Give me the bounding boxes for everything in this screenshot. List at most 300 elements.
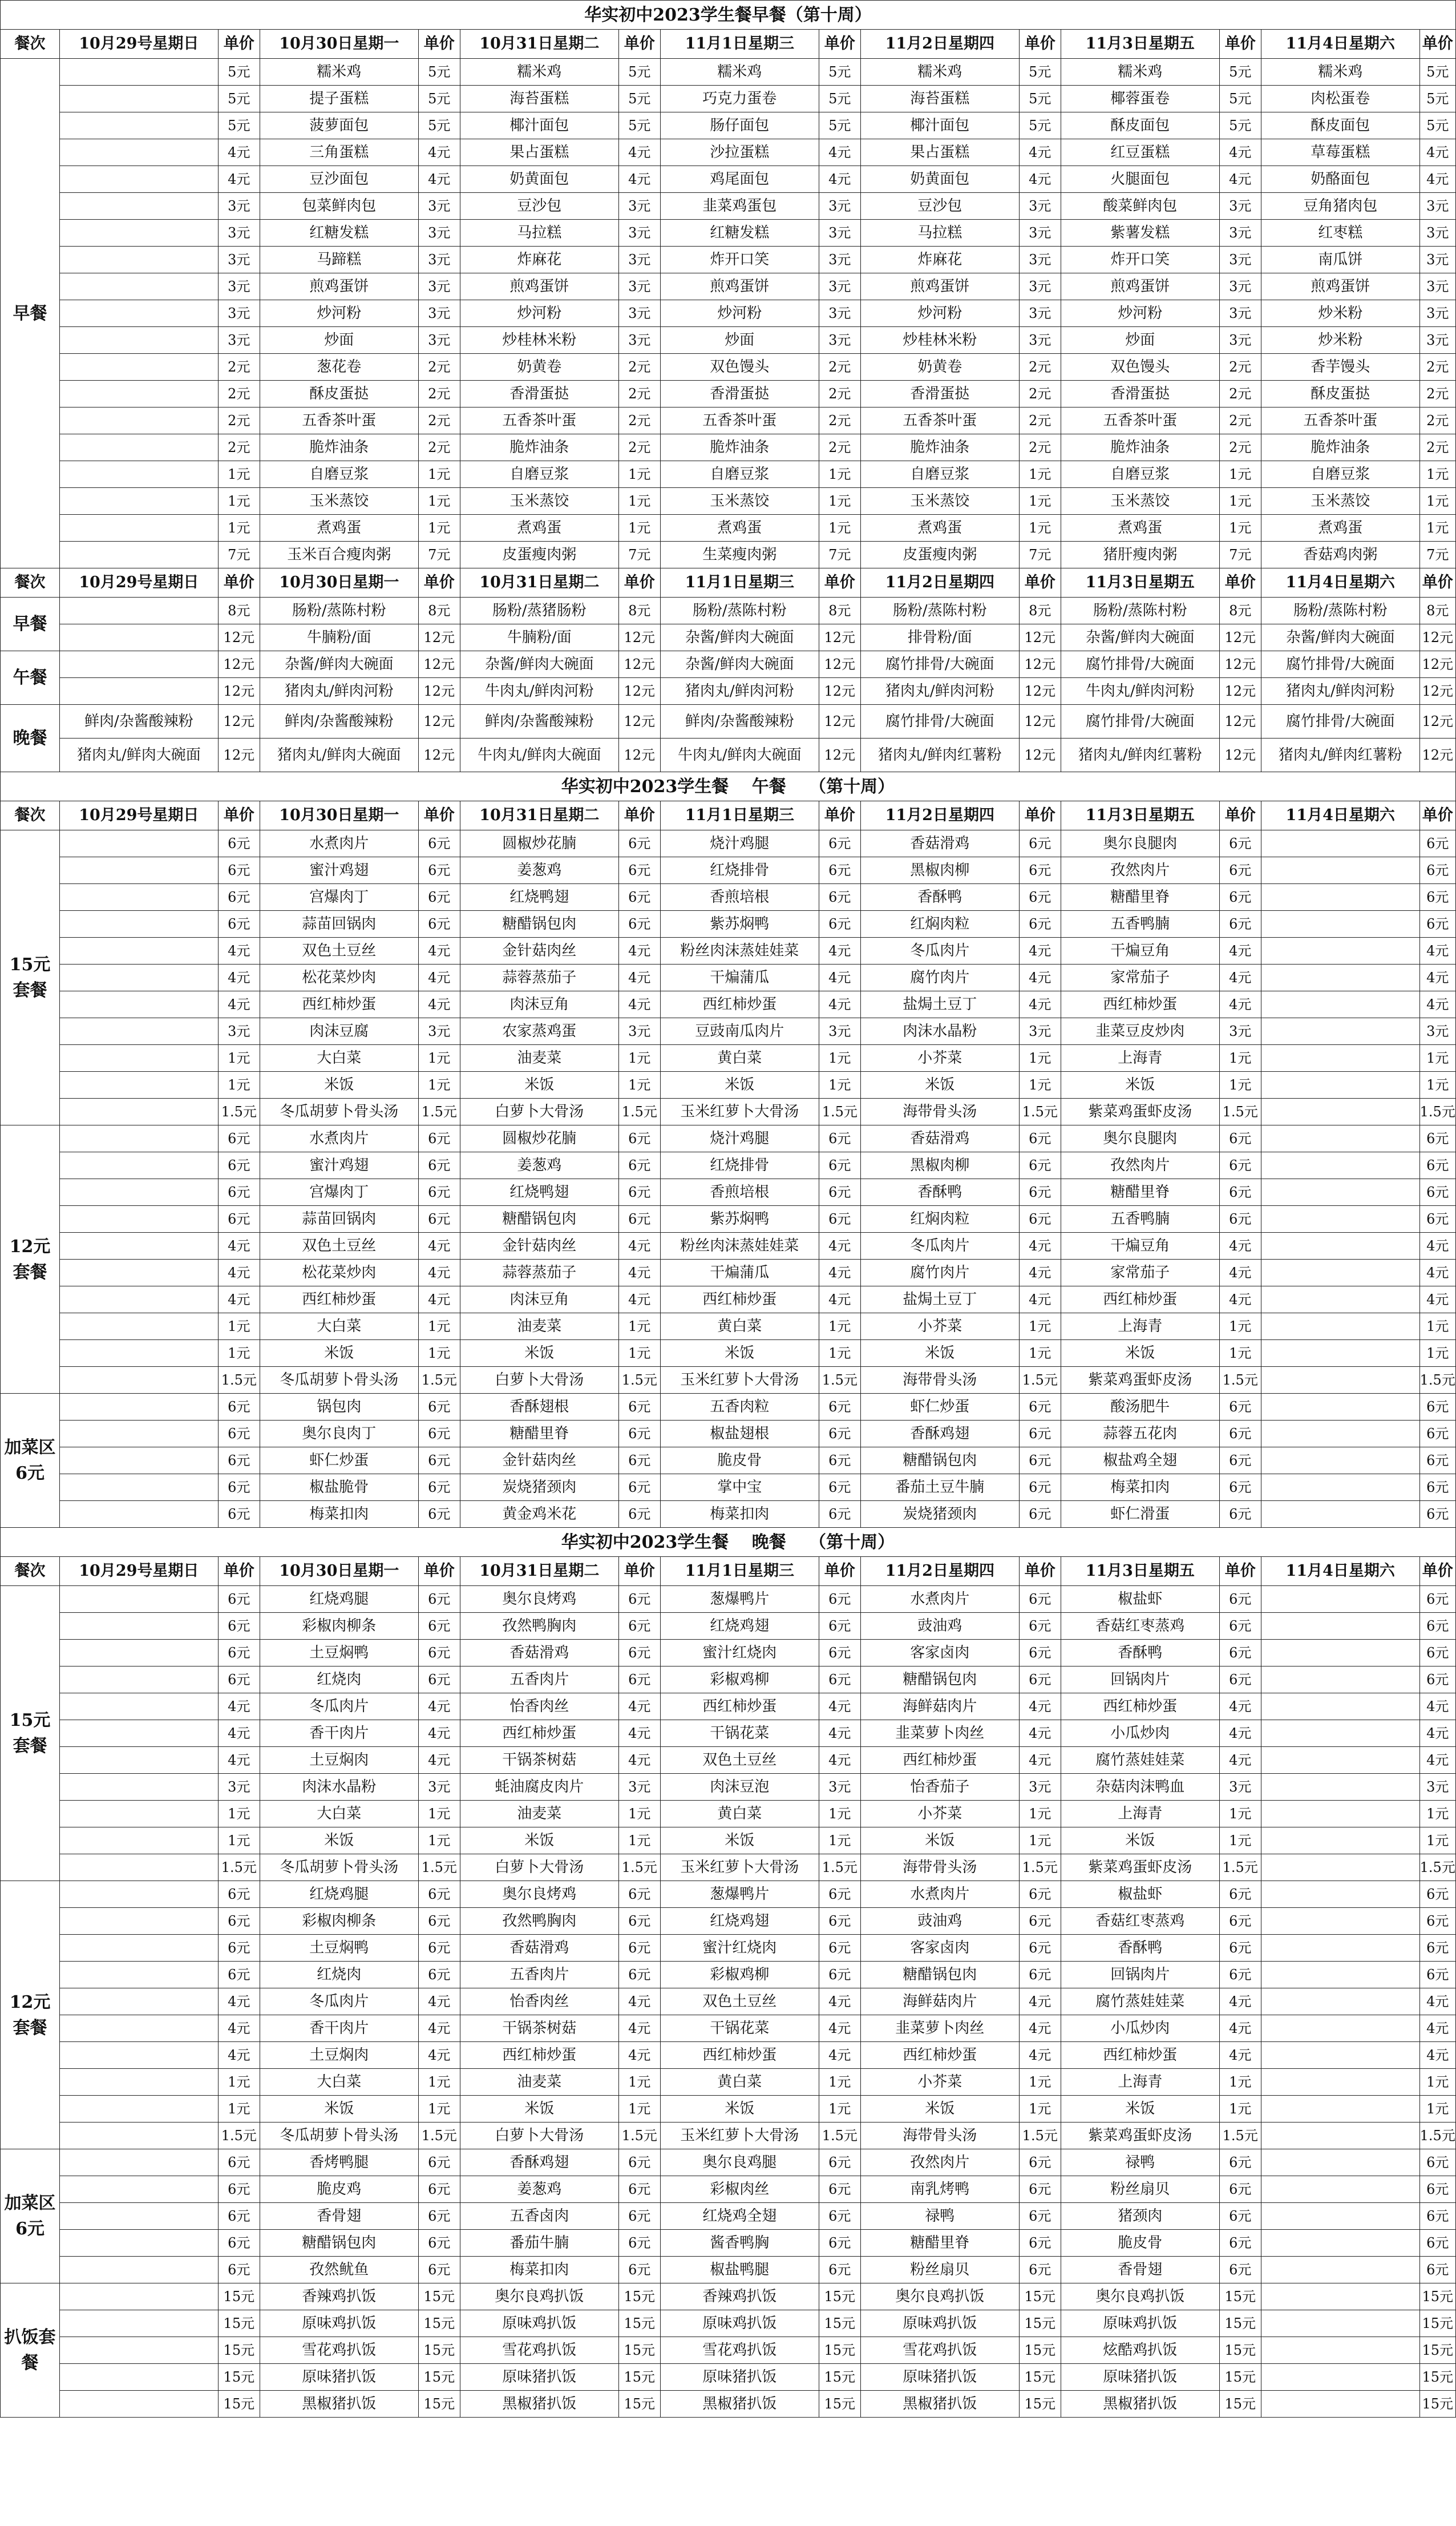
dish-cell: 米饭 (460, 1072, 619, 1099)
price-cell: 5元 (1219, 86, 1261, 112)
dish-cell: 五香肉粒 (661, 1394, 819, 1421)
dish-cell (1261, 2203, 1419, 2230)
dish-cell: 酸汤肥牛 (1061, 1394, 1219, 1421)
dish-cell (60, 381, 219, 407)
dish-cell: 上海青 (1061, 2069, 1219, 2096)
column-header: 10月29号星期日 (60, 1557, 219, 1586)
menu-row (1, 1072, 1456, 1099)
price-cell: 3元 (1419, 193, 1456, 220)
dish-cell: 土豆焖鸭 (260, 1640, 419, 1666)
price-cell: 15元 (418, 2310, 460, 2337)
dish-cell: 糖醋锅包肉 (260, 2230, 419, 2257)
dish-cell: 红烧鸡全翅 (661, 2203, 819, 2230)
dish-cell: 酥皮蛋挞 (260, 381, 419, 407)
price-cell: 1元 (218, 2096, 260, 2123)
dish-cell: 提子蛋糕 (260, 86, 419, 112)
dish-cell (60, 1693, 219, 1720)
dish-cell: 农家蒸鸡蛋 (460, 1018, 619, 1045)
dish-cell: 干锅茶树菇 (460, 2015, 619, 2042)
dish-cell: 火腿面包 (1061, 166, 1219, 193)
column-header: 11月3日星期五 (1061, 30, 1219, 59)
price-cell: 5元 (218, 86, 260, 112)
dish-cell: 彩椒鸡柳 (661, 1666, 819, 1693)
dish-cell (60, 1206, 219, 1233)
price-cell: 6元 (1419, 1447, 1456, 1474)
dish-cell (1261, 1962, 1419, 1988)
dish-cell: 小芥菜 (861, 1313, 1020, 1340)
price-cell: 6元 (819, 1474, 860, 1501)
dish-cell: 猪肉丸/鲜肉红薯粉 (1261, 739, 1419, 772)
dish-cell (1261, 2257, 1419, 2283)
dish-cell: 冬瓜胡萝卜骨头汤 (260, 1854, 419, 1881)
price-cell: 1元 (1019, 1827, 1061, 1854)
price-cell: 5元 (1019, 86, 1061, 112)
menu-row (1, 1233, 1456, 1260)
price-cell: 6元 (618, 2149, 660, 2176)
dish-cell: 紫菜鸡蛋虾皮汤 (1061, 1854, 1219, 1881)
dish-cell: 米饭 (260, 1340, 419, 1367)
dish-cell (60, 1747, 219, 1774)
dish-cell (1261, 2096, 1419, 2123)
dish-cell (60, 1152, 219, 1179)
dish-cell: 原味鸡扒饭 (1061, 2310, 1219, 2337)
menu-row (1, 1640, 1456, 1666)
menu-row (1, 1586, 1456, 1613)
dish-cell: 海鲜菇肉片 (861, 1693, 1020, 1720)
price-cell: 6元 (819, 2203, 860, 2230)
menu-row (1, 2364, 1456, 2391)
dish-cell: 炒米粉 (1261, 300, 1419, 327)
price-cell: 1元 (1019, 1313, 1061, 1340)
price-cell: 15元 (1019, 2283, 1061, 2310)
price-cell: 6元 (1219, 1394, 1261, 1421)
dish-cell: 蜜汁红烧肉 (661, 1935, 819, 1962)
price-cell: 3元 (618, 1774, 660, 1801)
menu-row (1, 193, 1456, 220)
dish-cell: 红烧鸭翅 (460, 884, 619, 911)
menu-row (1, 1125, 1456, 1152)
dish-cell: 黑椒猪扒饭 (460, 2391, 619, 2418)
dish-cell (60, 1179, 219, 1206)
price-cell: 1.5元 (819, 1099, 860, 1125)
price-cell: 6元 (819, 1421, 860, 1447)
price-cell: 6元 (819, 1666, 860, 1693)
price-cell: 6元 (819, 2257, 860, 2283)
dish-cell (60, 598, 219, 624)
dish-cell: 糯米鸡 (861, 59, 1020, 86)
price-cell: 15元 (1419, 2310, 1456, 2337)
dish-cell: 玉米蒸饺 (661, 488, 819, 515)
dish-cell: 粉丝肉沫蒸娃娃菜 (661, 938, 819, 965)
dish-cell: 圆椒炒花腩 (460, 1125, 619, 1152)
price-cell: 6元 (1219, 1206, 1261, 1233)
price-cell: 4元 (418, 1260, 460, 1286)
price-cell: 3元 (819, 1774, 860, 1801)
dish-cell: 盐焗土豆丁 (861, 991, 1020, 1018)
price-cell: 4元 (218, 1233, 260, 1260)
price-cell: 4元 (1019, 991, 1061, 1018)
dish-cell: 海带骨头汤 (861, 1854, 1020, 1881)
price-cell: 6元 (1019, 1666, 1061, 1693)
column-header: 单价 (1219, 30, 1261, 59)
dish-cell (60, 407, 219, 434)
price-cell: 3元 (819, 220, 860, 247)
dish-cell: 雪花鸡扒饭 (460, 2337, 619, 2364)
price-cell: 6元 (218, 1474, 260, 1501)
dish-cell: 肉松蛋卷 (1261, 86, 1419, 112)
dish-cell: 蚝油腐皮肉片 (460, 1774, 619, 1801)
header-row (1, 801, 1456, 830)
dish-cell: 西红柿炒蛋 (661, 991, 819, 1018)
dish-cell: 彩椒肉丝 (661, 2176, 819, 2203)
price-cell: 12元 (1019, 624, 1061, 651)
column-header: 单价 (1019, 30, 1061, 59)
price-cell: 15元 (218, 2337, 260, 2364)
price-cell: 15元 (618, 2310, 660, 2337)
column-header: 10月30日星期一 (260, 30, 419, 59)
section-title: 华实初中2023学生餐早餐（第十周） (1, 1, 1456, 30)
dish-cell: 豉油鸡 (861, 1613, 1020, 1640)
dish-cell: 油麦菜 (460, 1045, 619, 1072)
price-cell: 6元 (1019, 1962, 1061, 1988)
dish-cell: 酥皮面包 (1261, 112, 1419, 139)
price-cell: 1元 (1019, 1801, 1061, 1827)
dish-cell: 西红柿炒蛋 (460, 1720, 619, 1747)
dish-cell: 自磨豆浆 (861, 461, 1020, 488)
price-cell: 4元 (1219, 139, 1261, 166)
dish-cell: 炒河粉 (861, 300, 1020, 327)
price-cell: 1.5元 (218, 1099, 260, 1125)
menu-row (1, 705, 1456, 739)
meal-label: 加菜区6元 (1, 2149, 60, 2283)
price-cell: 6元 (418, 884, 460, 911)
price-cell: 4元 (618, 1988, 660, 2015)
dish-cell (1261, 1854, 1419, 1881)
dish-cell: 雪花鸡扒饭 (661, 2337, 819, 2364)
price-cell: 4元 (618, 2042, 660, 2069)
price-cell: 4元 (1019, 139, 1061, 166)
dish-cell: 牛肉丸/鲜肉大碗面 (460, 739, 619, 772)
price-cell: 3元 (1219, 220, 1261, 247)
price-cell: 6元 (1219, 884, 1261, 911)
dish-cell: 煎鸡蛋饼 (1061, 273, 1219, 300)
dish-cell: 米饭 (460, 2096, 619, 2123)
dish-cell: 煎鸡蛋饼 (460, 273, 619, 300)
dish-cell: 葱爆鸭片 (661, 1586, 819, 1613)
menu-row (1, 1045, 1456, 1072)
price-cell: 15元 (1419, 2364, 1456, 2391)
dish-cell: 红豆蛋糕 (1061, 139, 1219, 166)
price-cell: 1元 (1219, 2096, 1261, 2123)
dish-cell (1261, 1045, 1419, 1072)
price-cell: 6元 (218, 2149, 260, 2176)
menu-row (1, 434, 1456, 461)
dish-cell: 黄白菜 (661, 1045, 819, 1072)
menu-row (1, 1693, 1456, 1720)
column-header: 单价 (418, 1557, 460, 1586)
dish-cell: 猪肉丸/鲜肉河粉 (861, 678, 1020, 705)
price-cell: 6元 (418, 1152, 460, 1179)
price-cell: 6元 (1019, 830, 1061, 857)
price-cell: 6元 (218, 1962, 260, 1988)
dish-cell (60, 1286, 219, 1313)
dish-cell (1261, 965, 1419, 991)
price-cell: 4元 (418, 166, 460, 193)
price-cell: 12元 (1219, 678, 1261, 705)
price-cell: 4元 (819, 965, 860, 991)
price-cell: 6元 (1219, 1613, 1261, 1640)
price-cell: 12元 (819, 678, 860, 705)
dish-cell: 黑椒猪扒饭 (260, 2391, 419, 2418)
price-cell: 15元 (819, 2391, 860, 2418)
price-cell: 3元 (1019, 220, 1061, 247)
dish-cell (60, 2176, 219, 2203)
dish-cell: 香菇滑鸡 (861, 830, 1020, 857)
price-cell: 6元 (1219, 1501, 1261, 1528)
dish-cell (60, 938, 219, 965)
dish-cell: 蒜蓉蒸茄子 (460, 1260, 619, 1286)
dish-cell: 金针菇肉丝 (460, 1233, 619, 1260)
dish-cell (1261, 1474, 1419, 1501)
price-cell: 12元 (218, 705, 260, 739)
column-header: 单价 (418, 30, 460, 59)
price-cell: 15元 (1019, 2310, 1061, 2337)
menu-row (1, 1881, 1456, 1908)
dish-cell: 上海青 (1061, 1045, 1219, 1072)
dish-cell: 松花菜炒肉 (260, 1260, 419, 1286)
price-cell: 6元 (418, 1613, 460, 1640)
dish-cell: 红烧鸡翅 (661, 1908, 819, 1935)
price-cell: 1元 (618, 515, 660, 542)
price-cell: 3元 (618, 1018, 660, 1045)
price-cell: 6元 (418, 1908, 460, 1935)
dish-cell: 巧克力蛋卷 (661, 86, 819, 112)
price-cell: 2元 (1219, 354, 1261, 381)
price-cell: 3元 (218, 1774, 260, 1801)
dish-cell: 玉米百合瘦肉粥 (260, 542, 419, 568)
dish-cell: 香酥鸡翅 (460, 2149, 619, 2176)
price-cell: 3元 (418, 1774, 460, 1801)
price-cell: 12元 (618, 624, 660, 651)
price-cell: 6元 (1019, 2257, 1061, 2283)
price-cell: 1元 (1419, 1827, 1456, 1854)
price-cell: 12元 (418, 651, 460, 678)
dish-cell (60, 2257, 219, 2283)
dish-cell: 南乳烤鸭 (861, 2176, 1020, 2203)
price-cell: 1.5元 (1019, 1854, 1061, 1881)
price-cell: 3元 (1419, 1018, 1456, 1045)
menu-row (1, 598, 1456, 624)
price-cell: 1.5元 (418, 1099, 460, 1125)
price-cell: 6元 (218, 2230, 260, 2257)
dish-cell: 肉沫水晶粉 (260, 1774, 419, 1801)
price-cell: 4元 (1219, 1233, 1261, 1260)
price-cell: 6元 (1019, 1881, 1061, 1908)
column-header: 单价 (218, 801, 260, 830)
price-cell: 4元 (1219, 965, 1261, 991)
price-cell: 6元 (819, 1640, 860, 1666)
price-cell: 1.5元 (1219, 1367, 1261, 1394)
price-cell: 12元 (218, 739, 260, 772)
price-cell: 4元 (1419, 2015, 1456, 2042)
price-cell: 15元 (218, 2310, 260, 2337)
price-cell: 3元 (218, 247, 260, 273)
dish-cell: 肠粉/蒸陈村粉 (861, 598, 1020, 624)
dish-cell: 糖醋里脊 (460, 1421, 619, 1447)
price-cell: 3元 (418, 247, 460, 273)
dish-cell (1261, 1367, 1419, 1394)
price-cell: 6元 (618, 1962, 660, 1988)
dish-cell (1261, 1152, 1419, 1179)
dish-cell: 双色土豆丝 (661, 1747, 819, 1774)
section-title-row (1, 772, 1456, 801)
menu-row (1, 2203, 1456, 2230)
dish-cell: 奥尔良鸡扒饭 (460, 2283, 619, 2310)
dish-cell: 玉米红萝卜大骨汤 (661, 1099, 819, 1125)
dish-cell: 肠粉/蒸陈村粉 (260, 598, 419, 624)
dish-cell: 炒河粉 (260, 300, 419, 327)
column-header: 单价 (218, 568, 260, 598)
price-cell: 1.5元 (1219, 1099, 1261, 1125)
dish-cell: 五香肉片 (460, 1962, 619, 1988)
price-cell: 3元 (418, 273, 460, 300)
menu-row (1, 1018, 1456, 1045)
price-cell: 6元 (418, 1666, 460, 1693)
dish-cell: 牛肉丸/鲜肉河粉 (1061, 678, 1219, 705)
price-cell: 2元 (1219, 434, 1261, 461)
dish-cell: 煮鸡蛋 (1261, 515, 1419, 542)
price-cell: 4元 (819, 1233, 860, 1260)
price-cell: 12元 (1019, 705, 1061, 739)
dish-cell: 香滑蛋挞 (661, 381, 819, 407)
price-cell: 15元 (218, 2364, 260, 2391)
menu-row (1, 300, 1456, 327)
price-cell: 4元 (1019, 2042, 1061, 2069)
price-cell: 1元 (1419, 1313, 1456, 1340)
price-cell: 3元 (418, 1018, 460, 1045)
price-cell: 4元 (418, 2042, 460, 2069)
dish-cell: 香骨翅 (260, 2203, 419, 2230)
column-header: 餐次 (1, 30, 60, 59)
price-cell: 6元 (218, 1586, 260, 1613)
price-cell: 5元 (618, 112, 660, 139)
price-cell: 6元 (1419, 1640, 1456, 1666)
dish-cell (60, 327, 219, 354)
dish-cell: 自磨豆浆 (1061, 461, 1219, 488)
price-cell: 6元 (618, 2257, 660, 2283)
dish-cell: 香滑蛋挞 (460, 381, 619, 407)
dish-cell: 脆皮鸡 (260, 2176, 419, 2203)
dish-cell: 番茄土豆牛腩 (861, 1474, 1020, 1501)
dish-cell: 海带骨头汤 (861, 1367, 1020, 1394)
price-cell: 4元 (218, 1286, 260, 1313)
dish-cell: 煮鸡蛋 (861, 515, 1020, 542)
price-cell: 15元 (1219, 2391, 1261, 2418)
dish-cell: 腐竹蒸娃娃菜 (1061, 1747, 1219, 1774)
menu-row (1, 515, 1456, 542)
dish-cell (60, 2149, 219, 2176)
dish-cell: 杂酱/鲜肉大碗面 (661, 624, 819, 651)
price-cell: 1元 (1419, 1045, 1456, 1072)
price-cell: 1元 (418, 1045, 460, 1072)
dish-cell (1261, 1693, 1419, 1720)
price-cell: 4元 (418, 1747, 460, 1774)
price-cell: 7元 (1419, 542, 1456, 568)
dish-cell: 香辣鸡扒饭 (661, 2283, 819, 2310)
price-cell: 4元 (418, 1988, 460, 2015)
dish-cell: 蒜苗回锅肉 (260, 1206, 419, 1233)
price-cell: 1元 (1219, 461, 1261, 488)
price-cell: 12元 (418, 739, 460, 772)
dish-cell: 香菇滑鸡 (460, 1640, 619, 1666)
price-cell: 12元 (618, 705, 660, 739)
price-cell: 4元 (819, 991, 860, 1018)
price-cell: 6元 (819, 2149, 860, 2176)
price-cell: 4元 (618, 965, 660, 991)
dish-cell: 米饭 (661, 1072, 819, 1099)
dish-cell: 梅菜扣肉 (260, 1501, 419, 1528)
dish-cell: 香酥鸭 (861, 1179, 1020, 1206)
price-cell: 6元 (1419, 1206, 1456, 1233)
dish-cell: 彩椒鸡柳 (661, 1962, 819, 1988)
dish-cell (60, 2203, 219, 2230)
price-cell: 12元 (218, 624, 260, 651)
price-cell: 6元 (218, 1640, 260, 1666)
price-cell: 12元 (1019, 739, 1061, 772)
price-cell: 6元 (1219, 1421, 1261, 1447)
dish-cell: 蜜汁红烧肉 (661, 1640, 819, 1666)
dish-cell: 水煮肉片 (861, 1586, 1020, 1613)
price-cell: 15元 (218, 2391, 260, 2418)
dish-cell: 米饭 (661, 1827, 819, 1854)
price-cell: 6元 (1419, 2230, 1456, 2257)
dish-cell (1261, 857, 1419, 884)
dish-cell: 鲜肉/杂酱酸辣粉 (60, 705, 219, 739)
price-cell: 1.5元 (1019, 1367, 1061, 1394)
dish-cell: 海带骨头汤 (861, 2123, 1020, 2149)
dish-cell: 冬瓜肉片 (260, 1693, 419, 1720)
dish-cell: 香酥鸭 (1061, 1640, 1219, 1666)
price-cell: 8元 (1019, 598, 1061, 624)
price-cell: 4元 (218, 1720, 260, 1747)
price-cell: 6元 (1419, 1152, 1456, 1179)
price-cell: 4元 (1019, 1260, 1061, 1286)
dish-cell: 肉沫豆角 (460, 991, 619, 1018)
price-cell: 6元 (1419, 1908, 1456, 1935)
dish-cell: 马拉糕 (460, 220, 619, 247)
price-cell: 6元 (418, 2257, 460, 2283)
dish-cell: 红烧排骨 (661, 1152, 819, 1179)
column-header: 单价 (1419, 568, 1456, 598)
price-cell: 4元 (819, 1988, 860, 2015)
dish-cell: 猪颈肉 (1061, 2203, 1219, 2230)
dish-cell: 红焖肉粒 (861, 1206, 1020, 1233)
price-cell: 2元 (218, 434, 260, 461)
dish-cell: 家常茄子 (1061, 1260, 1219, 1286)
price-cell: 4元 (618, 1233, 660, 1260)
price-cell: 6元 (819, 857, 860, 884)
price-cell: 6元 (1419, 1474, 1456, 1501)
price-cell: 3元 (418, 193, 460, 220)
price-cell: 1元 (1419, 488, 1456, 515)
dish-cell: 猪肉丸/鲜肉大碗面 (60, 739, 219, 772)
price-cell: 5元 (218, 59, 260, 86)
dish-cell: 酥皮面包 (1061, 112, 1219, 139)
price-cell: 1元 (1219, 1340, 1261, 1367)
price-cell: 6元 (819, 2176, 860, 2203)
meal-label: 15元套餐 (1, 830, 60, 1125)
dish-cell: 炒面 (661, 327, 819, 354)
